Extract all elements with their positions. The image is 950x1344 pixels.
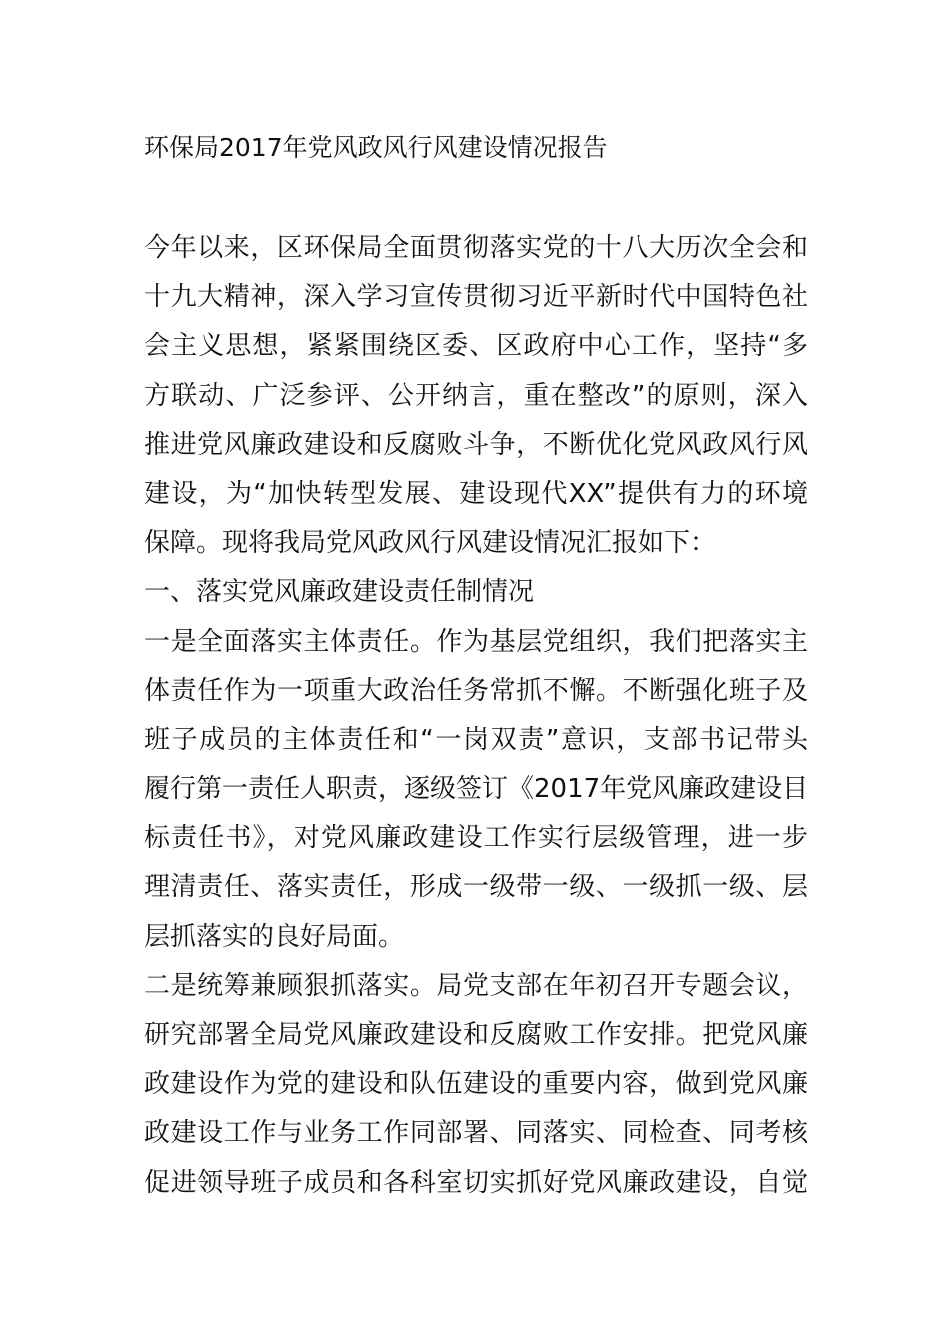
body-line: 方联动、广泛参评、公开纳言，重在整改”的原则，深入: [144, 380, 808, 411]
body-line: 二是统筹兼顾狠抓落实。局党支部在年初召开专题会议，: [144, 970, 808, 1001]
body-line: 研究部署全局党风廉政建设和反腐败工作安排。把党风廉: [144, 1020, 808, 1050]
body-line: 班子成员的主体责任和“一岗双责”意识，支部书记带头: [144, 724, 808, 755]
body-line: 十九大精神，深入学习宣传贯彻习近平新时代中国特色社: [144, 282, 808, 313]
document-title: 环保局2017年党风政风行风建设情况报告: [144, 133, 608, 162]
body-line: 一是全面落实主体责任。作为基层党组织，我们把落实主: [144, 626, 808, 657]
body-line: 履行第一责任人职责，逐级签订《2017年党风廉政建设目: [144, 774, 809, 805]
body-line: 促进领导班子成员和各科室切实抓好党风廉政建设，自觉: [144, 1167, 808, 1198]
body-line: 理清责任、落实责任，形成一级带一级、一级抓一级、层: [144, 872, 808, 903]
body-line: 今年以来，区环保局全面贯彻落实党的十八大历次全会和: [144, 233, 808, 263]
body-line: 标责任书》，对党风廉政建设工作实行层级管理，进一步: [144, 823, 808, 854]
body-line: 政建设工作与业务工作同部署、同落实、同检查、同考核: [144, 1118, 808, 1149]
body-line: 层抓落实的良好局面。: [144, 921, 405, 952]
body-line: 推进党风廉政建设和反腐败斗争，不断优化党风政风行风: [144, 429, 808, 460]
body-line: 保障。现将我局党风政风行风建设情况汇报如下：: [144, 528, 717, 559]
body-line: 建设，为“加快转型发展、建设现代XX”提供有力的环境: [144, 478, 808, 509]
body-line: 体责任作为一项重大政治任务常抓不懈。不断强化班子及: [144, 675, 808, 706]
document-body: [144, 224, 808, 1208]
section-heading: 一、落实党风廉政建设责任制情况: [144, 577, 535, 608]
body-line: 会主义思想，紧紧围绕区委、区政府中心工作，坚持“多: [144, 331, 808, 362]
body-line: 政建设作为党的建设和队伍建设的重要内容，做到党风廉: [144, 1069, 808, 1100]
